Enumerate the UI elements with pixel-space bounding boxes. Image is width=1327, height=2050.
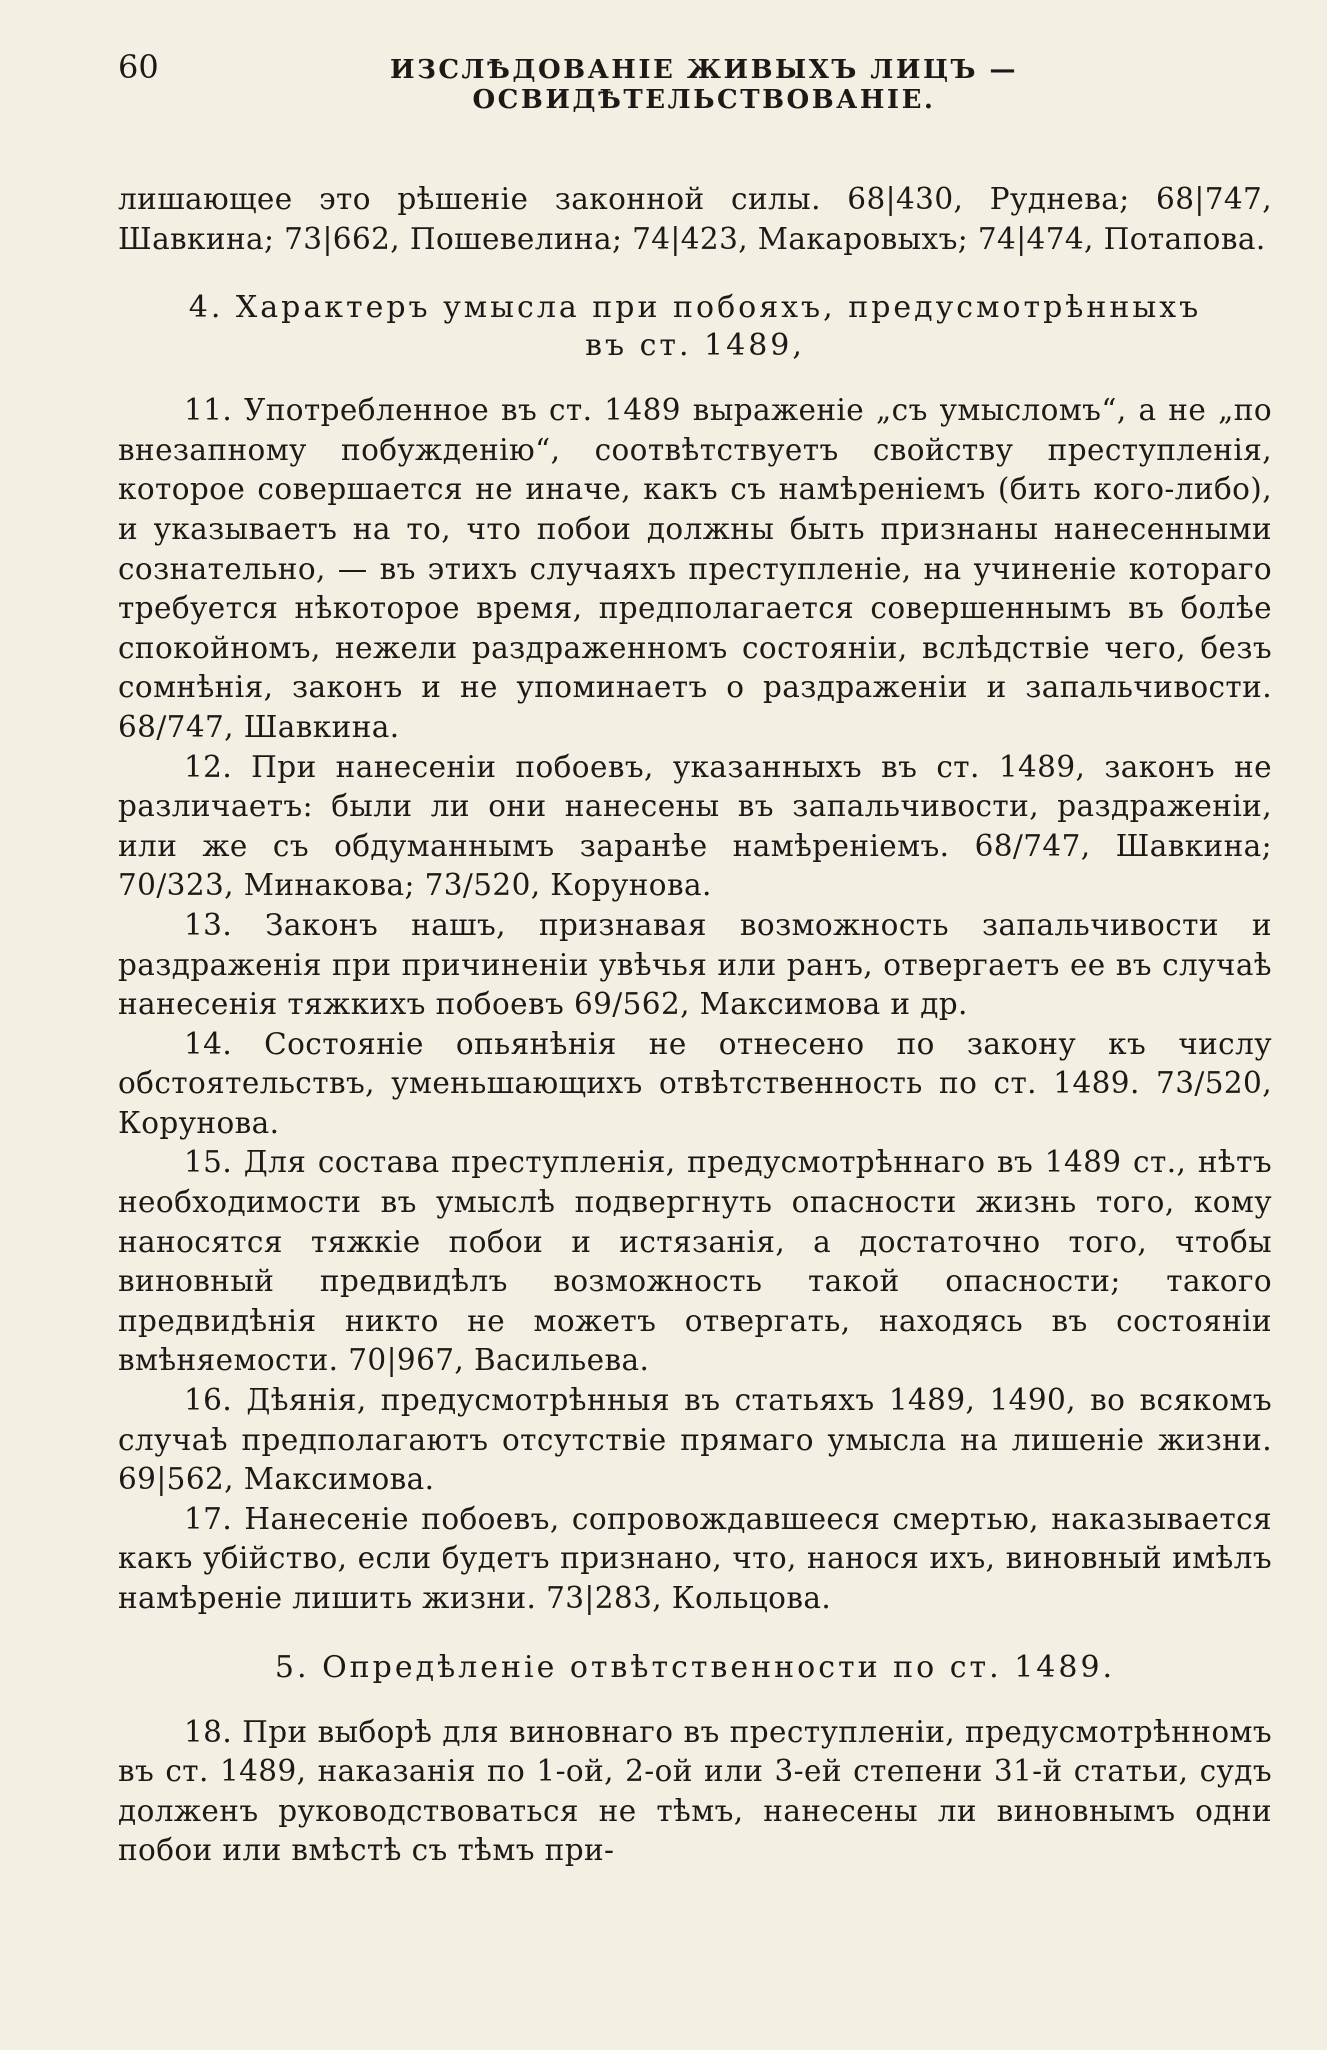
paragraph-13: 13. Законъ нашъ, признавая возможность запальчивости и раздраженія при причиненіи увѣчья или ранъ, отвергаетъ ее въ случаѣ нанесенія тяжкихъ побоевъ 69/562, Максимова и др. xyxy=(118,907,1272,1022)
opening-paragraph: лишающее это рѣшеніе законной силы. 68|430, Руднева; 68|747, Шавкина; 73|662, Пошевелина; 74|423, Макаровыхъ; 74|474, Потапова. xyxy=(118,182,1272,256)
section-5-heading xyxy=(118,1649,1272,1687)
book-page xyxy=(118,48,1272,2028)
running-title: ИЗСЛѢДОВАНІЕ ЖИВЫХЪ ЛИЦЪ — ОСВИДѢТЕЛЬСТВОВАНІЕ. xyxy=(390,55,1018,115)
paragraph-17: 17. Нанесеніе побоевъ, сопровождавшееся смертью, наказывается какъ убійство, если будетъ признано, что, нанося ихъ, виновный имѣлъ намѣреніе лишить жизни. 73|283, Кольцова. xyxy=(118,1501,1272,1615)
paragraph-18: 18. При выборѣ для виновнаго въ преступленіи, предусмотрѣнномъ въ ст. 1489, наказанія по 1-ой, 2-ой или 3-ей степени 31-й статьи, судъ долженъ руководствоваться не тѣмъ, нанесены ли виновнымъ одни побои или вмѣстѣ съ тѣмъ при- xyxy=(118,1714,1272,1868)
page-number: 60 xyxy=(118,48,159,86)
section-4-title-line-1: 4. Характеръ умысла при побояхъ, предусмотрѣнныхъ xyxy=(188,290,1202,326)
paragraph-14: 14. Состояніе опьянѣнія не отнесено по закону къ числу обстоятельствъ, уменьшающихъ отвѣтственность по ст. 1489. 73/520, Корунова. xyxy=(118,1026,1272,1140)
section-4-heading xyxy=(118,289,1272,365)
paragraph-12: 12. При нанесеніи побоевъ, указанныхъ въ ст. 1489, законъ не различаетъ: были ли они нанесены въ запальчивости, раздраженіи, или же съ обдуманнымъ заранѣе намѣреніемъ. 68/747, Шавкина; 70/323, Минакова; 73/520, Корунова. xyxy=(118,749,1272,903)
paragraph-11: 11. Употребленное въ ст. 1489 выраженіе „съ умысломъ“, а не „по внезапному побужденію“, соотвѣтствуетъ свойству преступленія, которое совершается не иначе, какъ съ намѣреніемъ (бить кого-либо), и указываетъ на то, что побои должны быть признаны нанесенными сознательно, — въ этихъ случаяхъ преступленіе, на учиненіе котораго требуется нѣкоторое время, предполагается совершеннымъ въ болѣе спокойномъ, нежели раздраженномъ состояніи, вслѣдствіе чего, безъ сомнѣнія, законъ и не упоминаетъ о раздраженіи и запальчивости. 68/747, Шавкина. xyxy=(118,393,1272,744)
paragraph-15: 15. Для состава преступленія, предусмотрѣннаго въ 1489 ст., нѣтъ необходимости въ умыслѣ подвергнуть опасности жизнь того, кому наносятся тяжкіе побои и истязанія, а достаточно того, чтобы виновный предвидѣлъ возможность такой опасности; такого предвидѣнія никто не можетъ отвергать, находясь въ состояніи вмѣняемости. 70|967, Васильева. xyxy=(118,1145,1272,1378)
section-4-title-line-2: въ ст. 1489, xyxy=(585,328,805,364)
paragraph-16: 16. Дѣянія, предусмотрѣнныя въ статьяхъ 1489, 1490, во всякомъ случаѣ предполагаютъ отсутствіе прямаго умысла на лишеніе жизни. 69|562, Максимова. xyxy=(118,1383,1272,1497)
section-5-title: 5. Опредѣленіе отвѣтственности по ст. 1489. xyxy=(274,1649,1116,1685)
running-head xyxy=(118,48,1272,115)
